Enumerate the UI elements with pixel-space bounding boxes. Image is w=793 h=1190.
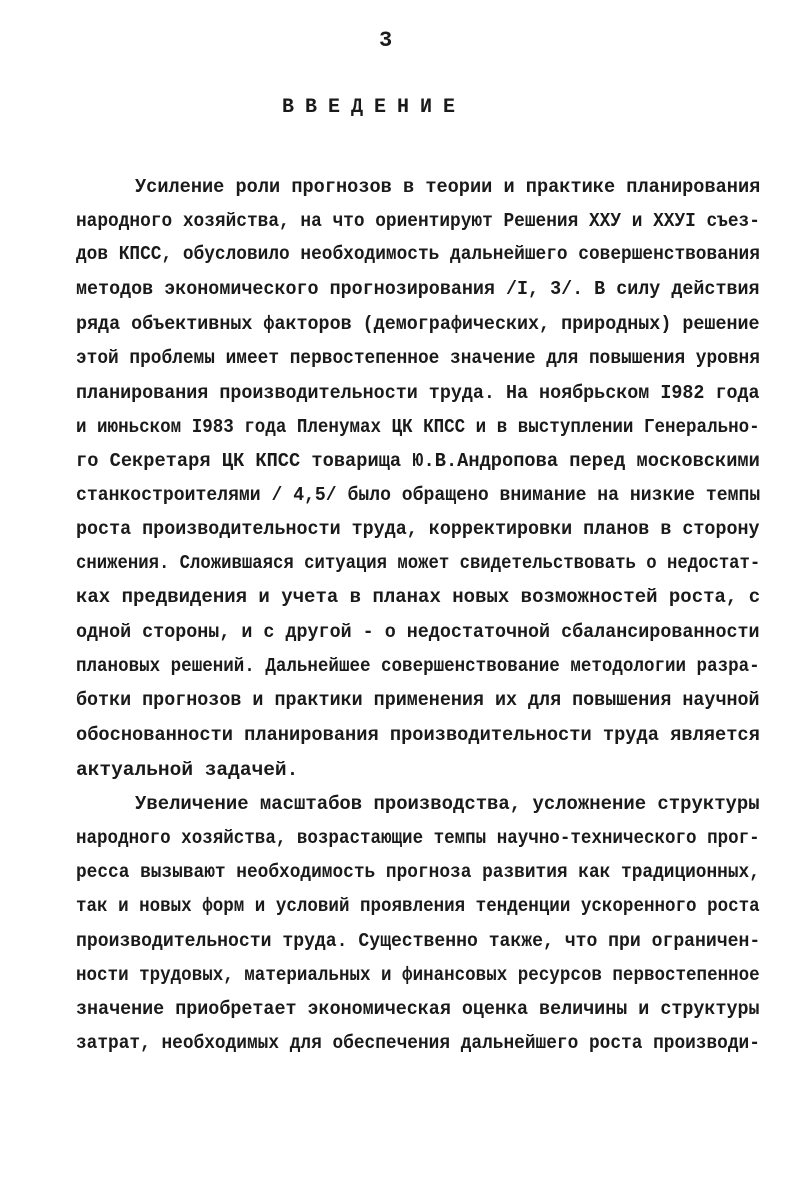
text-line: народного хозяйства, на что ориентируют Решения XXУ и XXУI съез- xyxy=(76,210,760,232)
page-title: ВВЕДЕНИЕ xyxy=(282,96,467,119)
text-line: ботки прогнозов и практики применения их для повышения научной xyxy=(76,689,760,711)
text-line: плановых решений. Дальнейшее совершенствование методологии разра- xyxy=(76,655,760,677)
text-line: обоснованности планирования производительности труда является xyxy=(76,724,760,746)
text-line: станкостроителями / 4,5/ было обращено внимание на низкие темпы xyxy=(76,484,761,506)
page-number: 3 xyxy=(379,28,393,53)
text-line: снижения. Сложившаяся ситуация может свидетельствовать о недостат- xyxy=(76,552,761,574)
text-line: дов КПСС, обусловило необходимость дальнейшего совершенствования xyxy=(76,243,760,265)
text-line: одной стороны, и с другой - о недостаточной сбалансированности xyxy=(76,621,760,643)
text-line: Усиление роли прогнозов в теории и практике планирования xyxy=(135,176,761,198)
text-line: народного хозяйства, возрастающие темпы научно-технического прог- xyxy=(76,827,760,849)
text-line: го Секретаря ЦК КПСС товарища Ю.В.Андропова перед московскими xyxy=(76,450,760,472)
text-line: значение приобретает экономическая оценка величины и структуры xyxy=(76,998,760,1020)
text-line: методов экономического прогнозирования /I, 3/. В силу действия xyxy=(76,278,760,300)
text-line: затрат, необходимых для обеспечения дальнейшего роста производи- xyxy=(76,1032,760,1054)
text-line: планирования производительности труда. На ноябрьском I982 года xyxy=(76,382,760,404)
text-line: ряда объективных факторов (демографических, природных) решение xyxy=(76,313,760,335)
text-line: так и новых форм и условий проявления тенденции ускоренного роста xyxy=(76,895,760,917)
text-line: Увеличение масштабов производства, усложнение структуры xyxy=(135,793,760,815)
text-line: и июньском I983 года Пленумах ЦК КПСС и в выступлении Генерально- xyxy=(76,416,760,438)
text-line: ности трудовых, материальных и финансовых ресурсов первостепенное xyxy=(76,964,760,986)
text-line: роста производительности труда, корректировки планов в сторону xyxy=(76,518,760,540)
text-line: этой проблемы имеет первостепенное значение для повышения уровня xyxy=(76,347,760,369)
text-line: ресса вызывают необходимость прогноза развития как традиционных, xyxy=(76,861,760,883)
text-line: ках предвидения и учета в планах новых возможностей роста, с xyxy=(76,586,761,608)
text-line: актуальной задачей. xyxy=(76,759,299,781)
text-line: производительности труда. Существенно также, что при ограничен- xyxy=(76,930,761,952)
